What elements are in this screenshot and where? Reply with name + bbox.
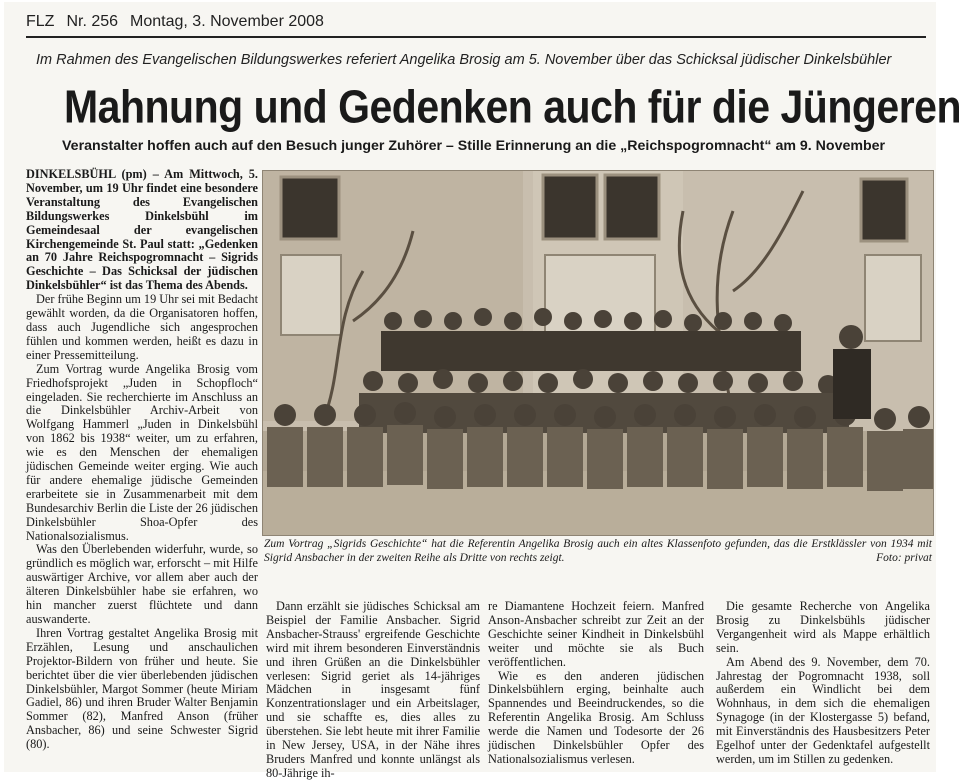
class-photo — [262, 170, 934, 536]
issue-number: Nr. 256 — [66, 13, 119, 30]
photo-credit: Foto: privat — [876, 551, 932, 564]
article-paragraph: Die gesamte Recherche von Angelika Brosig zu Dinkelsbühls jüdischer Vergangenheit wird als Mappe erhältlich sein. — [716, 599, 930, 655]
caption-text: Zum Vortrag „Sigrids Geschichte“ hat die Referentin Angelika Brosig auch ein altes Klassenfoto gefunden, das die Erstklässler von 1934 mit Sigrid Ansbacher in der zweiten Reihe als Dritte von rechts zeigt. — [264, 538, 932, 564]
headline: Mahnung und Gedenken auch für die Jüngeren — [64, 81, 961, 133]
newspaper-page — [4, 2, 961, 780]
article-paragraph: re Diamantene Hochzeit feiern. Manfred Anson-Ansbacher schreibt zur Zeit an der Geschichte seiner Kindheit in Dinkelsbühl weiter und möchte sie als Buch veröffentlichen. — [488, 599, 704, 669]
issue-date: Montag, 3. November 2008 — [130, 13, 324, 30]
article-column-4 — [716, 600, 930, 770]
article-column-2 — [266, 599, 480, 780]
masthead-rule — [26, 36, 926, 38]
article-lead-paragraph: DINKELSBÜHL (pm) – Am Mittwoch, 5. November, um 19 Uhr findet eine besondere Veranstaltung des Evangelischen Bildungswerkes Dinkelsbühl im Gemeindesaal der evangelischen Kirchengemeinde St. Paul statt: „Gedenken an 70 Jahre Reichspogromnacht – Sigrids Geschichte – Das Schicksal der jüdischen Dinkelsbühler“ ist das Thema des Abends. — [26, 167, 258, 293]
article-paragraph: Zum Vortrag wurde Angelika Brosig vom Friedhofsprojekt „Juden in Schopfloch“ eingeladen. Sie recherchierte im Anschluss an die Dinkelsbühler Archiv-Arbeit von Wolfgang Hammerl „Juden in Dinkelsbühl von 1862 bis 1938“ weiter, um zu erfahren, wie es den Menschen der ehemaligen jüdischen Gemeinde weiter erging. Wie auch für andere ehemalige jüdische Gemeinden erarbeitete sie in Zusammenarbeit mit dem Bundesarchiv Berlin die Liste der 26 jüdischen Dinkelsbühler Shoa-Opfer des Nationalsozialismus. — [26, 361, 258, 543]
article-column-1 — [26, 168, 258, 768]
photo-caption — [264, 538, 932, 565]
paper-name: FLZ — [26, 13, 55, 30]
class-photo-image — [263, 171, 933, 535]
article-paragraph: Was den Überlebenden widerfuhr, wurde, so gründlich es möglich war, erforscht – mit Hilfe auswärtiger Archive, vor allem aber auch der älteren Dinkelsbühler habe sie erfahren, wo hin mancher zuerst flüchtete und dann auswanderte. — [26, 542, 258, 626]
article-paragraph: Ihren Vortrag gestaltet Angelika Brosig mit Erzählen, Lesung und anschaulichen Projektor-Bildern von früher und heute. Sie berichtet über die vier überlebenden jüdischen Dinkelsbühler, Margot Sommer (heute Miriam Gadiel, 86) und ihren Bruder Walter Benjamin Sommer (82), Manfred Anson (früher Ansbacher, 86) und seine Schwester Sigrid (80). — [26, 625, 258, 752]
article-column-3 — [488, 600, 704, 770]
article-paragraph: Wie es den anderen jüdischen Dinkelsbühlern erging, beinhalte auch Spannendes und Beeindruckendes, so die Referentin Angelika Brosig. Am Schluss werde die Namen und Todesorte der 26 jüdischen Dinkelsbühler Opfer des Nationalsozialismus verlesen. — [488, 668, 704, 766]
masthead — [26, 10, 916, 34]
subheadline: Veranstalter hoffen auch auf den Besuch junger Zuhörer – Stille Erinnerung an die „Reichspogromnacht“ am 9. November — [62, 138, 886, 154]
article-paragraph: Der frühe Beginn um 19 Uhr sei mit Bedacht gewählt worden, da die Organisatoren hoffen, dass auch Jugendliche sich angesprochen fühlen und kommen werden, heißt es dazu in einer Pressemitteilung. — [26, 292, 258, 362]
article-paragraph: Am Abend des 9. November, dem 70. Jahrestag der Pogromnacht 1938, soll außerdem ein Windlicht bei dem Wohnhaus, in dem sich die ehemaligen Synagoge (in der Klostergasse 5) befand, mit Einverständnis des Hausbesitzers Peter Egelhof unter der Gedenktafel aufgestellt werden, um im Stillen zu gedenken. — [716, 654, 930, 766]
kicker-line: Im Rahmen des Evangelischen Bildungswerkes referiert Angelika Brosig am 5. November über das Schicksal jüdischer Dinkelsbühler — [36, 52, 892, 68]
article-paragraph: Dann erzählt sie jüdisches Schicksal am Beispiel der Familie Ansbacher. Sigrid Ansbacher-Strauss' ergreifende Geschichte wird mit ihrem besonderen Einverständnis und ihren Grüßen an die Dinkelsbühler verlesen: Sigrid geriet als 14-jähriges Mädchen in insgesamt fünf Konzentrationslager und ein Arbeitslager, und sie schaffte es, dies alles zu überstehen. Sie lebt heute mit ihrer Familie in New Jersey, USA, in der Nähe ihres Bruders Manfred und konnte unlängst als 80-Jährige ih- — [266, 599, 480, 780]
